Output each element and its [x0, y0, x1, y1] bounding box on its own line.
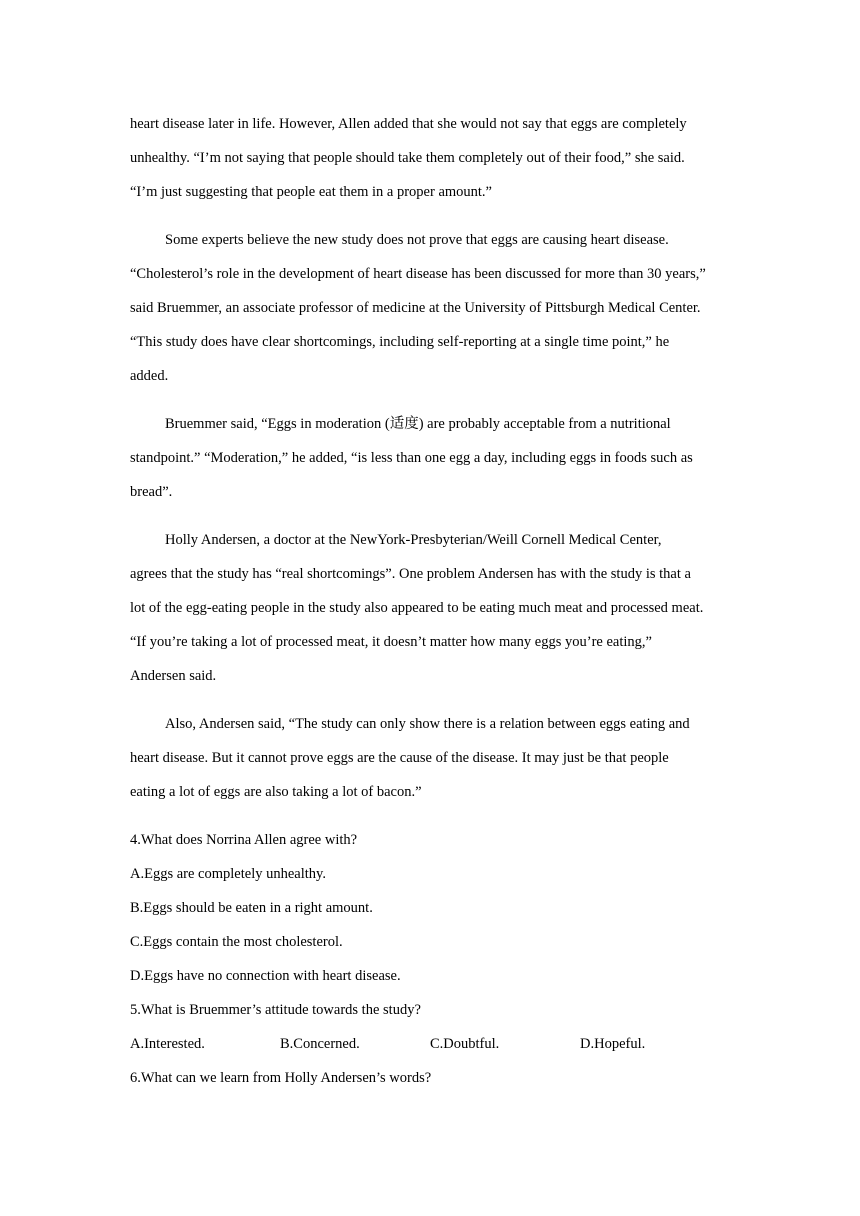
text-line: Holly Andersen, a doctor at the NewYork-Presbyterian/Weill Cornell Medical Center,	[165, 532, 662, 548]
document-page	[130, 107, 750, 1095]
text-line: “This study does have clear shortcomings, including self-reporting at a single time point,” he	[130, 334, 670, 350]
text-line: bread”.	[130, 484, 173, 500]
paragraph-3	[130, 407, 750, 509]
paragraph-5	[130, 707, 750, 809]
text-line: heart disease. But it cannot prove eggs are the cause of the disease. It may just be that people	[130, 750, 669, 766]
text-line: “Cholesterol’s role in the development of heart disease has been discussed for more than 30 years,”	[130, 266, 706, 282]
paragraph-2	[130, 223, 750, 393]
answer-option-a: A.Interested.	[130, 1036, 205, 1052]
question-6	[130, 1061, 750, 1095]
text-line: “I’m just suggesting that people eat them in a proper amount.”	[130, 184, 492, 200]
text-line: standpoint.” “Moderation,” he added, “is less than one egg a day, including eggs in foods such as	[130, 450, 693, 466]
text-line: added.	[130, 368, 169, 384]
text-line: eating a lot of eggs are also taking a lot of bacon.”	[130, 784, 422, 800]
question-stem: 5.What is Bruemmer’s attitude towards the study?	[130, 1002, 421, 1018]
question-stem: 4.What does Norrina Allen agree with?	[130, 832, 358, 848]
answer-option-d: D.Hopeful.	[580, 1036, 646, 1052]
question-4	[130, 823, 750, 993]
paragraph-1	[130, 107, 750, 209]
text-line: “If you’re taking a lot of processed meat, it doesn’t matter how many eggs you’re eating,”	[130, 634, 652, 650]
question-stem: 6.What can we learn from Holly Andersen’s words?	[130, 1070, 432, 1086]
text-line: Also, Andersen said, “The study can only show there is a relation between eggs eating and	[165, 716, 690, 732]
paragraph-4	[130, 523, 750, 693]
text-line: Bruemmer said, “Eggs in moderation (适度) are probably acceptable from a nutritional	[165, 416, 671, 432]
text-line: Andersen said.	[130, 668, 217, 684]
answer-option-a: A.Eggs are completely unhealthy.	[130, 866, 326, 882]
text-line: Some experts believe the new study does not prove that eggs are causing heart disease.	[165, 232, 669, 248]
text-line: heart disease later in life. However, Allen added that she would not say that eggs are completely	[130, 116, 687, 132]
answer-option-b: B.Concerned.	[280, 1036, 360, 1052]
answer-option-d: D.Eggs have no connection with heart disease.	[130, 968, 401, 984]
question-5	[130, 993, 750, 1061]
answer-options-row	[130, 1027, 750, 1061]
text-line: said Bruemmer, an associate professor of medicine at the University of Pittsburgh Medical Center.	[130, 300, 701, 316]
answer-option-b: B.Eggs should be eaten in a right amount.	[130, 900, 373, 916]
text-line: agrees that the study has “real shortcomings”. One problem Andersen has with the study is that a	[130, 566, 691, 582]
text-line: lot of the egg-eating people in the study also appeared to be eating much meat and processed meat.	[130, 600, 704, 616]
answer-option-c: C.Eggs contain the most cholesterol.	[130, 934, 343, 950]
answer-option-c: C.Doubtful.	[430, 1036, 500, 1052]
text-line: unhealthy. “I’m not saying that people should take them completely out of their food,” she said.	[130, 150, 685, 166]
